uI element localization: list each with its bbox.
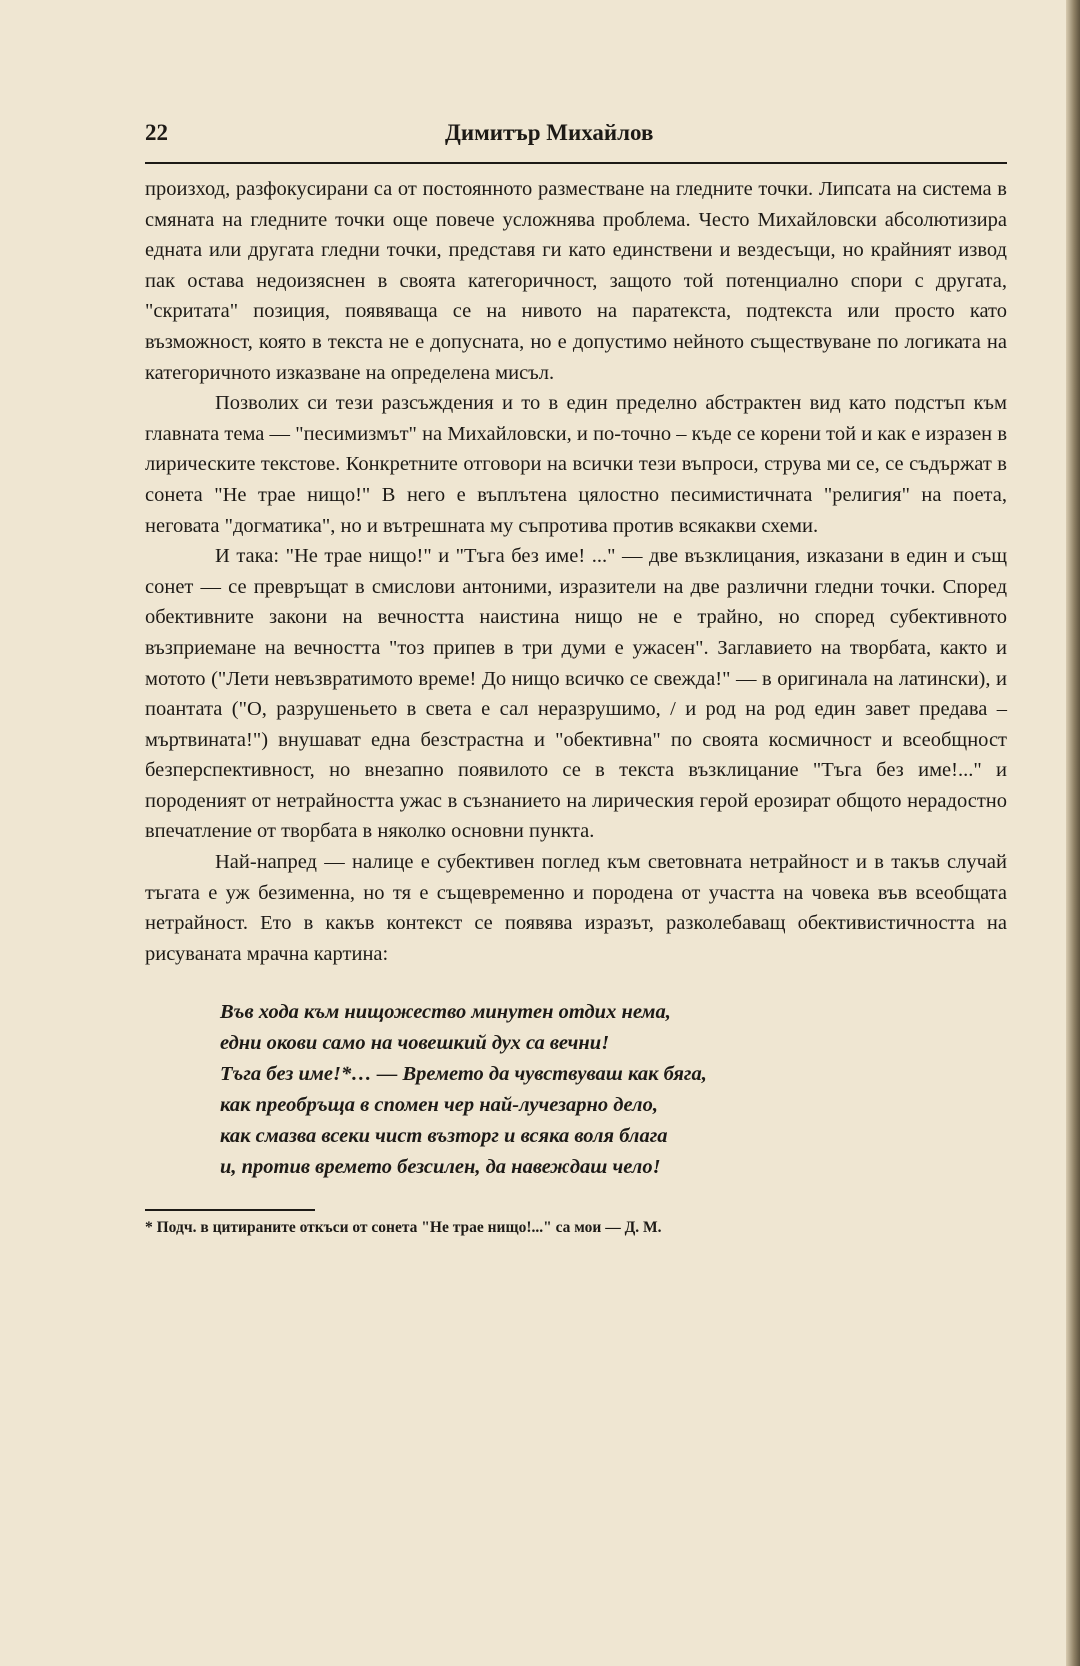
verse-line: и, против времето безсилен, да навеждаш чело! [220, 1156, 661, 1179]
paragraph: И така: "Не трае нищо!" и "Тъга без име! ..." — две възклицания, изказани в един и същ сонет — се превръщат в смислови антоними, изразители на две различни гледни точки. Според обективните закони на вечността наистина нищо не е трайно, но според субективното възприемане на вечността "тоз припев в три думи е ужасен". Заглавието на творбата, както и мотото ("Лети невъзвратимото време! До нищо всичко се свежда!" — в оригинала на латински), и поантата ("О, разрушеньето в света е сал неразрушимо, / и род на род един завет предава – мъртвината!") внушават една безстрастна и "обективна" по своята космичност и всеобщност безперспективност, но внезапно появилото се в текста възклицание "Тъга без име!..." и породеният от нетрайността ужас в съзнанието на лирическия герой ерозират общото нерадостно впечатление от творбата в няколко основни пункта. [145, 545, 1007, 843]
paragraph: Позволих си тези разсъждения и то в един пределно абстрактен вид като подстъп към главната тема — "песимизмът" на Михайловски, и по-точно – къде се корени той и как е изразен в лирическите текстове. Конкретните отговори на всички тези въпроси, струва ми се, се съдържат в сонета "Не трае нищо!" В него е въплътена цялостно песимистичната "религия" на поета, неговата "догматика", но и вътрешната му съпротива против всякакви схеми. [145, 392, 1007, 537]
verse-line: как преобръща в спомен чер най-лучезарно дело, [220, 1094, 658, 1117]
running-title: Димитър Михайлов [445, 120, 654, 145]
paragraph: Най-напред — налице е субективен поглед към световната нетрайност и в такъв случай тъгата е уж безименна, но тя е същевременно и породена от участта на човека във всеобщата нетрайност. Ето в какъв контекст се появява изразът, разколебаващ обективистичността на рисуваната мрачна картина: [145, 851, 1007, 965]
book-page [145, 120, 1007, 1237]
footnote: * Подч. в цитираните откъси от сонета "Не трае нищо!..." са мои — Д. М. [145, 1219, 662, 1237]
verse-line: как смазва всеки чист възторг и всяка воля блага [220, 1125, 668, 1148]
verse-line: едни окови само на човешкий дух са вечни! [220, 1032, 610, 1055]
page-edge [1066, 0, 1080, 1666]
body-text [145, 174, 1007, 969]
verse-quote [220, 997, 1007, 1183]
page-number: 22 [145, 120, 168, 145]
paragraph: произход, разфокусирани са от постоянното разместване на гледните точки. Липсата на система в смяната на гледните точки още повече усложнява проблема. Често Михайловски абсолютизира едната или другата гледни точки, представя ги като единствени и вездесъщи, но крайният извод пак остава недоизяснен в своята категоричност, защото той потенциално спори с другата, "скритата" позиция, появяваща се на нивото на паратекста, подтекста или просто като възможност, която в текста не е допусната, но е допустимо нейното съществуване по логиката на категоричното изказване на определена мисъл. [145, 178, 1007, 384]
verse-line: Във хода към нищожество минутен отдих нема, [220, 1001, 671, 1024]
verse-line: Тъга без име!*… — Времето да чувствуваш как бяга, [220, 1063, 707, 1086]
footnote-rule [145, 1209, 315, 1211]
running-head [145, 120, 1007, 164]
